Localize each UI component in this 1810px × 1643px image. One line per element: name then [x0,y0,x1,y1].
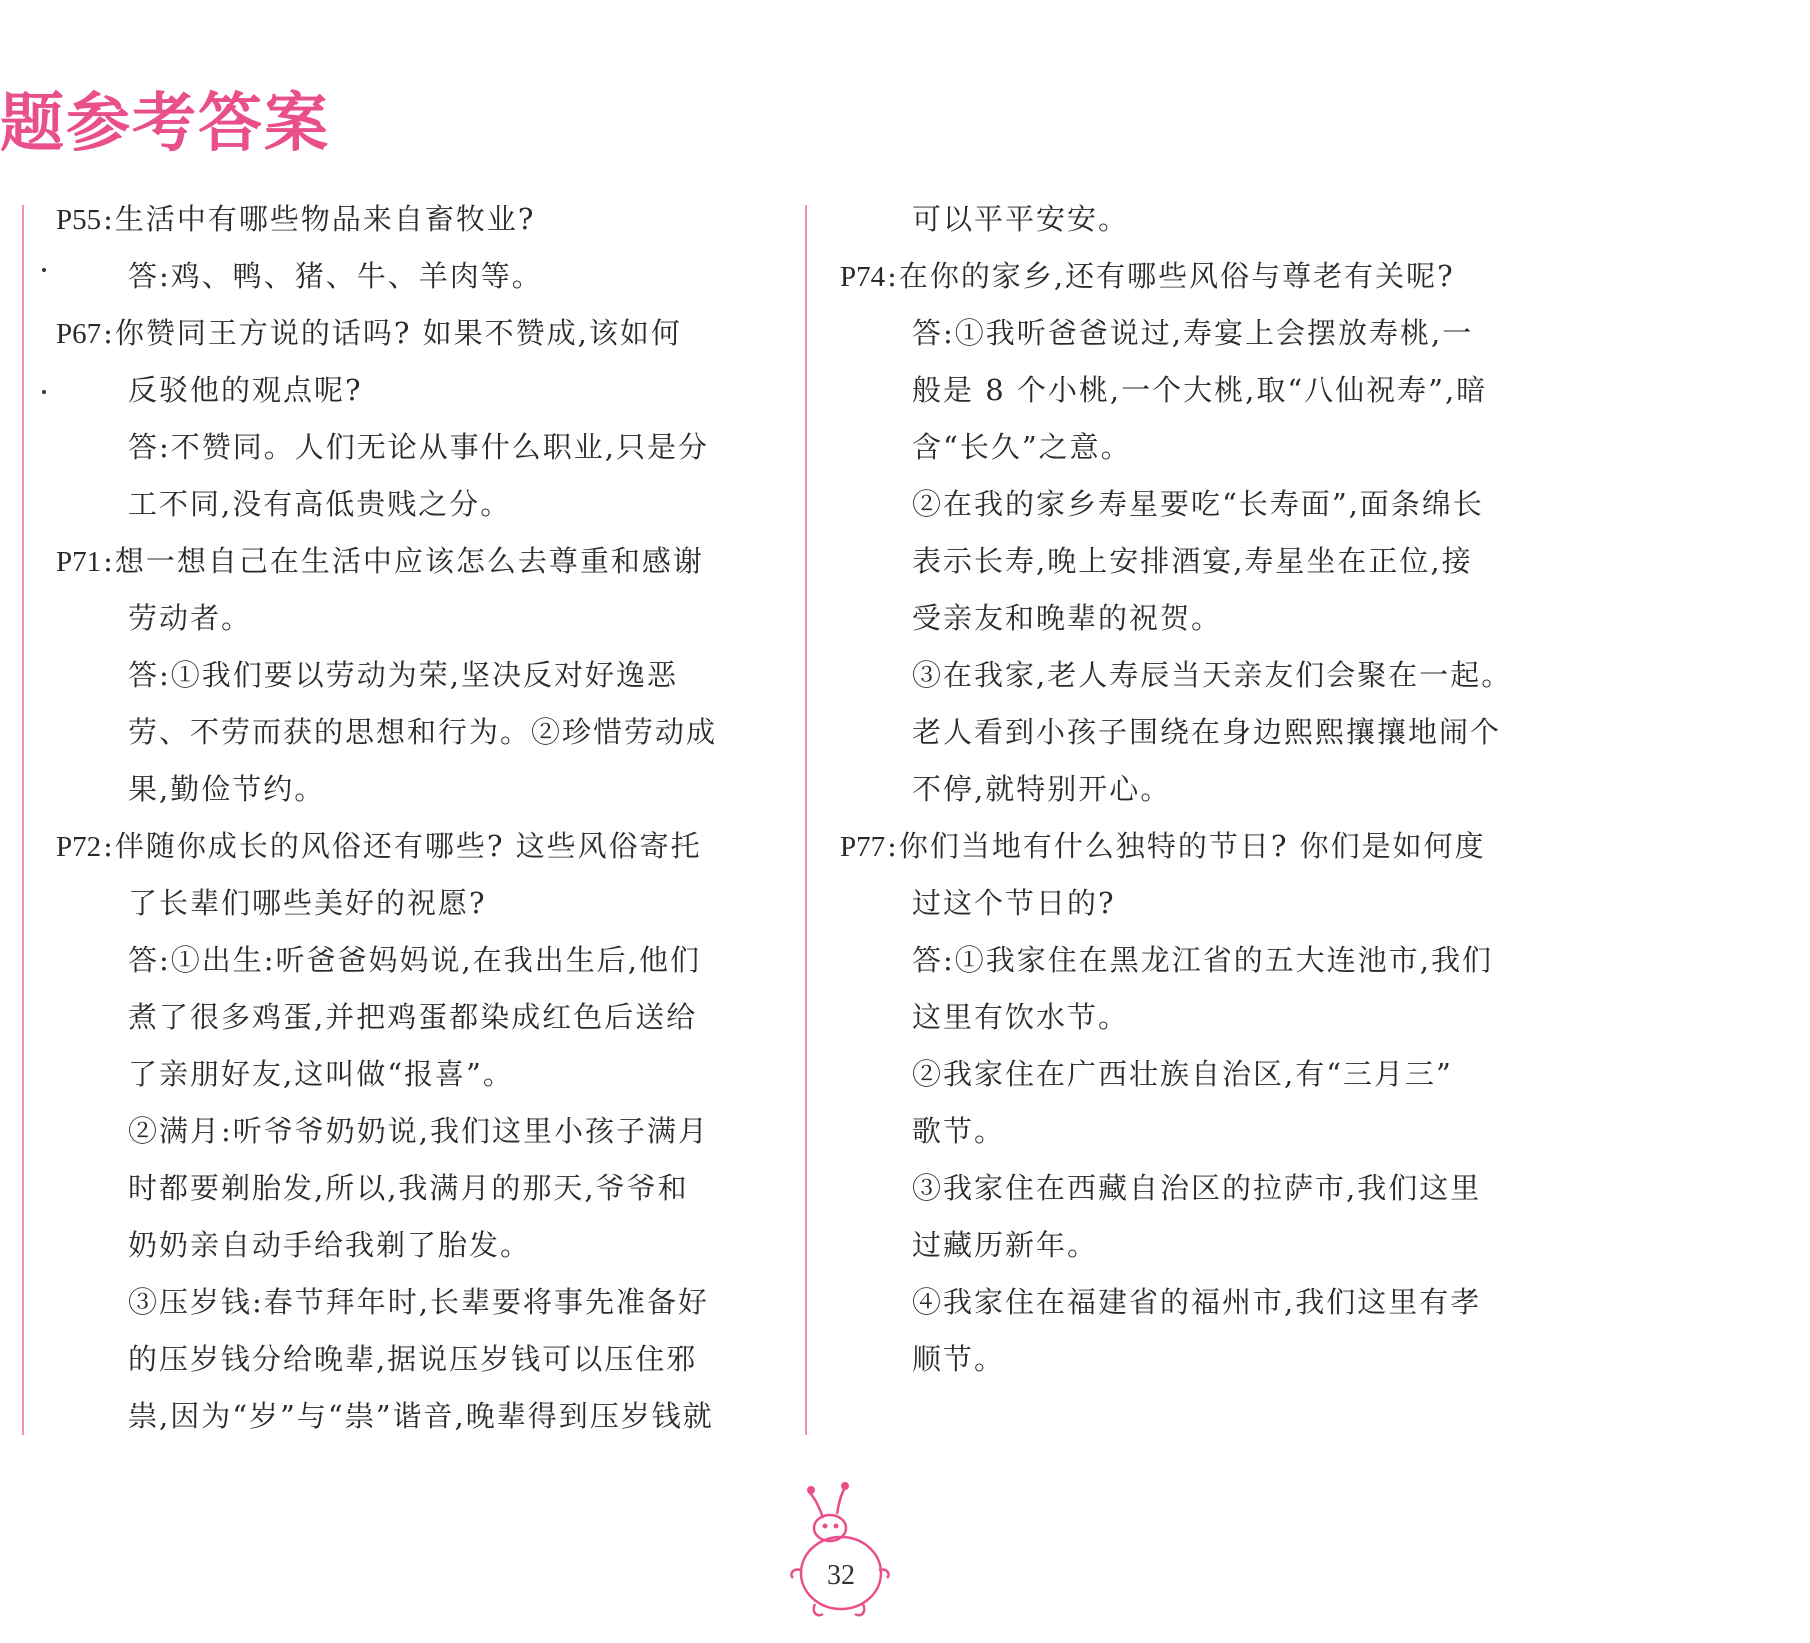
line-text: 祟,因为“岁”与“祟”谐音,晚辈得到压岁钱就 [128,1399,714,1433]
margin-mark [42,268,46,272]
answer-line [56,590,776,647]
line-text: 歌节。 [912,1114,1006,1148]
line-text: ③在我家,老人寿辰当天亲友们会聚在一起。 [912,658,1513,692]
line-text: 了亲朋好友,这叫做“报喜”。 [128,1057,514,1091]
answer-line [840,704,1570,761]
page-ref: P67 [56,318,102,350]
answer-line [56,704,776,761]
answer-line [56,362,776,419]
answer-line [840,362,1570,419]
question-line [56,533,776,590]
line-text: :伴随你成长的风俗还有哪些? 这些风俗寄托 [103,829,702,863]
question-line [840,248,1570,305]
answer-line [840,1331,1570,1388]
line-text: ④我家住在福建省的福州市,我们这里有孝 [912,1285,1482,1319]
answer-line [840,533,1570,590]
answer-line [56,419,776,476]
answer-line [56,1274,776,1331]
line-text: 般是 8 个小桃,一个大桃,取“八仙祝寿”,暗 [912,373,1488,407]
answer-line [56,1388,776,1445]
line-text: ③压岁钱:春节拜年时,长辈要将事先准备好 [128,1285,709,1319]
answer-line [840,590,1570,647]
line-text: 老人看到小孩子围绕在身边熙熙攘攘地闹个 [912,715,1502,749]
line-text: 煮了很多鸡蛋,并把鸡蛋都染成红色后送给 [128,1000,698,1034]
line-text: :生活中有哪些物品来自畜牧业? [103,202,536,236]
line-text: 含“长久”之意。 [912,430,1132,464]
line-text: 反驳他的观点呢? [128,373,363,407]
line-text: :想一想自己在生活中应该怎么去尊重和感谢 [103,544,704,578]
answer-line [840,1217,1570,1274]
line-text: 过这个节日的? [912,886,1116,920]
line-text: 答:①我家住在黑龙江省的五大连池市,我们 [912,943,1493,977]
page-ref: P74 [840,261,886,293]
line-text: 劳动者。 [128,601,253,635]
line-text: :在你的家乡,还有哪些风俗与尊老有关呢? [887,259,1455,293]
line-text: 奶奶亲自动手给我剃了胎发。 [128,1228,532,1262]
line-text: 可以平平安安。 [912,202,1130,236]
column-divider-rule [805,205,807,1435]
line-text: 时都要剃胎发,所以,我满月的那天,爷爷和 [128,1171,689,1205]
line-text: 劳、不劳而获的思想和行为。②珍惜劳动成 [128,715,718,749]
question-line [840,818,1570,875]
answer-line [840,875,1570,932]
answer-line [56,647,776,704]
line-text: 答:①我听爸爸说过,寿宴上会摆放寿桃,一 [912,316,1474,350]
line-text: ②满月:听爷爷奶奶说,我们这里小孩子满月 [128,1114,709,1148]
answer-line [840,1160,1570,1217]
answer-line [840,1103,1570,1160]
answer-line [56,989,776,1046]
answer-line [56,476,776,533]
page-title: 题参考答案 [0,87,330,161]
answer-line [56,761,776,818]
line-text: 答:①出生:听爸爸妈妈说,在我出生后,他们 [128,943,701,977]
line-text: 果,勤俭节约。 [128,772,326,806]
line-text: 表示长寿,晚上安排酒宴,寿星坐在正位,接 [912,544,1473,578]
answer-line [56,1046,776,1103]
answer-line [56,1331,776,1388]
answer-line [56,1103,776,1160]
answer-line [840,761,1570,818]
answer-line [840,305,1570,362]
margin-mark [42,390,46,394]
line-text: :你们当地有什么独特的节日? 你们是如何度 [887,829,1486,863]
line-text: 答:鸡、鸭、猪、牛、羊肉等。 [128,259,543,293]
question-line [56,818,776,875]
answer-line [56,248,776,305]
line-text: 过藏历新年。 [912,1228,1099,1262]
line-text: 答:不赞同。人们无论从事什么职业,只是分 [128,430,709,464]
answer-line [840,1046,1570,1103]
line-text: 这里有饮水节。 [912,1000,1130,1034]
line-text: 不停,就特别开心。 [912,772,1172,806]
left-column [56,191,776,1445]
answer-line [56,1160,776,1217]
answer-line [840,1274,1570,1331]
line-text: 受亲友和晚辈的祝贺。 [912,601,1223,635]
line-text: :你赞同王方说的话吗? 如果不赞成,该如何 [103,316,682,350]
answer-line [840,647,1570,704]
line-text: ③我家住在西藏自治区的拉萨市,我们这里 [912,1171,1482,1205]
left-margin-rule [22,205,24,1435]
question-line [56,305,776,362]
page-number-badge [775,1478,905,1628]
line-text: 的压岁钱分给晚辈,据说压岁钱可以压住邪 [128,1342,698,1376]
question-line [56,191,776,248]
page-ref: P55 [56,204,102,236]
answer-line [56,1217,776,1274]
line-text: 顺节。 [912,1342,1006,1376]
page-ref: P72 [56,831,102,863]
answer-line [56,875,776,932]
line-text: 工不同,没有高低贵贱之分。 [128,487,512,521]
answer-line [56,932,776,989]
line-text: 了长辈们哪些美好的祝愿? [128,886,487,920]
answer-line [840,932,1570,989]
answer-line [840,419,1570,476]
right-column [840,191,1570,1388]
page-ref: P77 [840,831,886,863]
line-text: ②我家住在广西壮族自治区,有“三月三” [912,1057,1453,1091]
line-text: ②在我的家乡寿星要吃“长寿面”,面条绵长 [912,487,1484,521]
line-text: 答:①我们要以劳动为荣,坚决反对好逸恶 [128,658,678,692]
page-ref: P71 [56,546,102,578]
page-number: 32 [827,1560,855,1591]
answer-line [840,476,1570,533]
answer-line [840,989,1570,1046]
answer-line [840,191,1570,248]
